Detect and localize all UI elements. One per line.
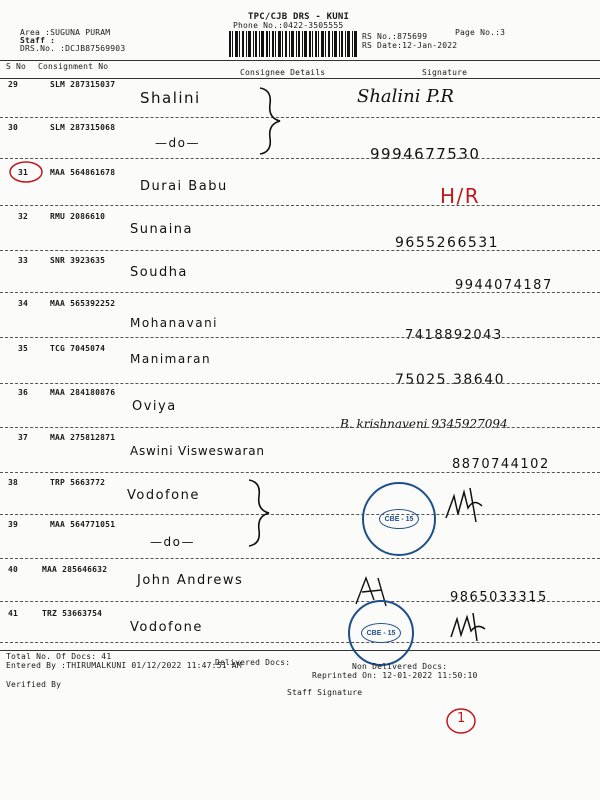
- row-consignee-name: Manimaran: [130, 352, 212, 366]
- row-signature: 9865033315: [450, 590, 548, 605]
- brace-icon: [256, 86, 286, 156]
- row-consignment: SLM 287315068: [50, 123, 116, 132]
- row-consignment: TRP 5663772: [50, 478, 106, 487]
- row-consignee-name: Vodofone: [127, 488, 200, 503]
- company-stamp: [348, 600, 414, 666]
- row-sno: 39: [8, 520, 19, 529]
- circle-mark-icon: [8, 160, 44, 184]
- entered-by: Entered By :THIRUMALKUNI 01/12/2022 11:47:51 AM: [6, 661, 242, 670]
- area-label: Area :SUGUNA PURAM: [20, 28, 111, 37]
- row-signature: 9944074187: [455, 278, 553, 293]
- brace-icon: [245, 478, 275, 548]
- drs-number: DRS.No. :DCJB87569903: [20, 44, 126, 53]
- row-consignee-name: —do—: [155, 136, 200, 150]
- column-consignment: Consignment No: [38, 62, 109, 71]
- row-consignment: MAA 564861678: [50, 168, 116, 177]
- row-sno: 35: [18, 344, 29, 353]
- column-sno: S No: [6, 62, 27, 71]
- row-consignment: RMU 2086610: [50, 212, 106, 221]
- row-consignee-name: Vodofone: [130, 620, 203, 635]
- row-sno: 30: [8, 123, 19, 132]
- circled-number: 1: [457, 711, 466, 726]
- row-consignee-name: Sunaina: [130, 222, 194, 237]
- stamp-center: CBE - 15: [361, 623, 401, 643]
- barcode-icon: [229, 31, 357, 57]
- stamp-center: CBE - 15: [379, 509, 419, 529]
- row-consignee-name: Mohanavani: [130, 316, 219, 330]
- row-signature: 7418892043: [405, 328, 503, 343]
- signature-scribble-icon: [440, 478, 500, 528]
- staff-label: Staff :: [20, 36, 56, 45]
- row-consignment: SLM 287315037: [50, 80, 116, 89]
- row-sno: 33: [18, 256, 29, 265]
- row-consignee-name: Oviya: [132, 399, 177, 414]
- row-consignee-name: Aswini Visweswaran: [130, 444, 265, 458]
- row-signature: Shalini P.R: [357, 86, 454, 107]
- row-sno: 32: [18, 212, 29, 221]
- row-sno: 31: [18, 168, 29, 177]
- row-consignee-name: —do—: [150, 535, 195, 549]
- row-sno: 36: [18, 388, 29, 397]
- delivered-docs: Delivered Docs:: [215, 658, 291, 667]
- row-consignment: TRZ 53663754: [42, 609, 103, 618]
- row-sno: 41: [8, 609, 19, 618]
- row-signature: 8870744102: [452, 457, 550, 472]
- row-signature: 9994677530: [370, 145, 481, 163]
- row-signature: H/R: [440, 184, 481, 208]
- row-consignee-name: Shalini: [140, 89, 201, 107]
- row-consignment: MAA 565392252: [50, 299, 116, 308]
- row-consignment: SNR 3923635: [50, 256, 106, 265]
- column-signature: Signature: [422, 68, 468, 77]
- row-signature: 9655266531: [395, 235, 500, 251]
- row-consignee-name: John Andrews: [137, 573, 244, 588]
- phone-number: Phone No.:0422-3505555: [233, 21, 344, 30]
- row-consignment: MAA 285646632: [42, 565, 108, 574]
- rs-number: RS No.:875699: [362, 32, 428, 41]
- row-consignment: MAA 284180876: [50, 388, 116, 397]
- column-consignee: Consignee Details: [240, 68, 326, 77]
- rs-date: RS Date:12-Jan-2022: [362, 41, 458, 50]
- staff-signature-label: Staff Signature: [287, 688, 363, 697]
- signature-scribble-icon: [445, 607, 505, 647]
- reprinted-on: Reprinted On: 12-01-2022 11:50:10: [312, 671, 478, 680]
- row-sno: 34: [18, 299, 29, 308]
- row-signature: 75025 38640: [395, 372, 506, 388]
- row-consignee-name: Soudha: [130, 265, 188, 280]
- row-sno: 40: [8, 565, 19, 574]
- page-number: Page No.:3: [455, 28, 506, 37]
- non-delivered-docs: Non Delivered Docs:: [352, 662, 448, 671]
- row-consignee-name: Durai Babu: [140, 179, 228, 194]
- total-docs: Total No. Of Docs: 41: [6, 652, 112, 661]
- row-consignment: MAA 564771051: [50, 520, 116, 529]
- row-sno: 37: [18, 433, 29, 442]
- row-signature: B. krishnaveni 9345927094: [340, 417, 508, 431]
- verified-by: Verified By: [6, 680, 62, 689]
- row-consignment: TCG 7045074: [50, 344, 106, 353]
- row-sno: 29: [8, 80, 19, 89]
- document-title: TPC/CJB DRS - KUNI: [248, 12, 350, 22]
- company-stamp: [362, 482, 436, 556]
- row-sno: 38: [8, 478, 19, 487]
- row-consignment: MAA 275812871: [50, 433, 116, 442]
